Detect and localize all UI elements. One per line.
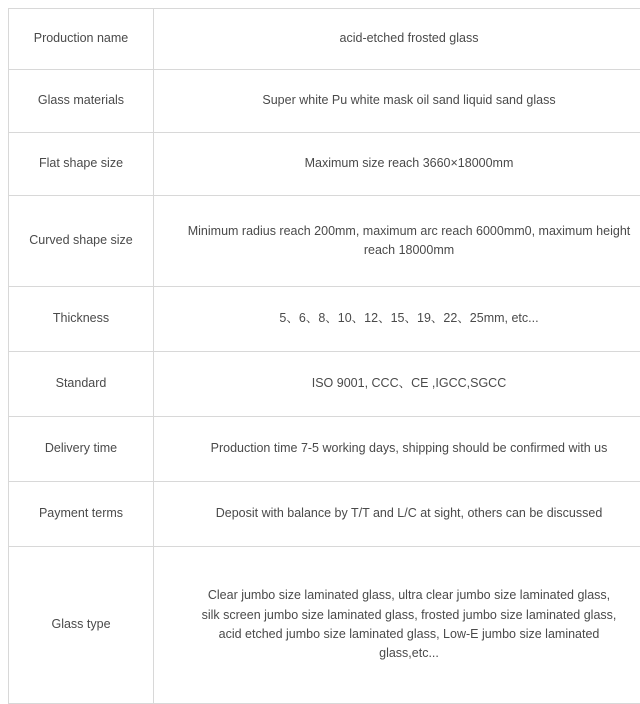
value-line: acid etched jumbo size laminated glass, Low-E jumbo size laminated [162, 625, 640, 644]
table-row [9, 287, 640, 352]
value-line: Deposit with balance by T/T and L/C at sight, others can be discussed [162, 504, 640, 523]
row-value [154, 352, 640, 417]
row-label: Flat shape size [9, 133, 154, 196]
row-label: Curved shape size [9, 196, 154, 287]
value-line: reach 18000mm [162, 241, 640, 260]
row-value [154, 287, 640, 352]
value-line: silk screen jumbo size laminated glass, frosted jumbo size laminated glass, [162, 606, 640, 625]
row-value [154, 9, 640, 70]
row-label: Thickness [9, 287, 154, 352]
row-label: Standard [9, 352, 154, 417]
value-line: Production time 7-5 working days, shipping should be confirmed with us [162, 439, 640, 458]
value-line: Clear jumbo size laminated glass, ultra clear jumbo size laminated glass, [162, 586, 640, 605]
row-label: Glass materials [9, 70, 154, 133]
row-value [154, 547, 640, 704]
table-row [9, 70, 640, 133]
value-line: Maximum size reach 3660×18000mm [162, 154, 640, 173]
table-row [9, 196, 640, 287]
row-value [154, 417, 640, 482]
row-label: Production name [9, 9, 154, 70]
row-label: Payment terms [9, 482, 154, 547]
table-row [9, 417, 640, 482]
row-value [154, 133, 640, 196]
value-line: Super white Pu white mask oil sand liquid sand glass [162, 91, 640, 110]
table-row [9, 352, 640, 417]
table-row [9, 547, 640, 704]
value-line: glass,etc... [162, 644, 640, 663]
row-label: Glass type [9, 547, 154, 704]
value-line: acid-etched frosted glass [162, 29, 640, 48]
row-value [154, 70, 640, 133]
table-row [9, 9, 640, 70]
table-row [9, 133, 640, 196]
table-row [9, 482, 640, 547]
value-line: Minimum radius reach 200mm, maximum arc reach 6000mm0, maximum height [162, 222, 640, 241]
row-value [154, 196, 640, 287]
row-value [154, 482, 640, 547]
specification-table [8, 8, 640, 704]
value-line: 5、6、8、10、12、15、19、22、25mm, etc... [162, 309, 640, 328]
row-label: Delivery time [9, 417, 154, 482]
value-line: ISO 9001, CCC、CE ,IGCC,SGCC [162, 374, 640, 393]
